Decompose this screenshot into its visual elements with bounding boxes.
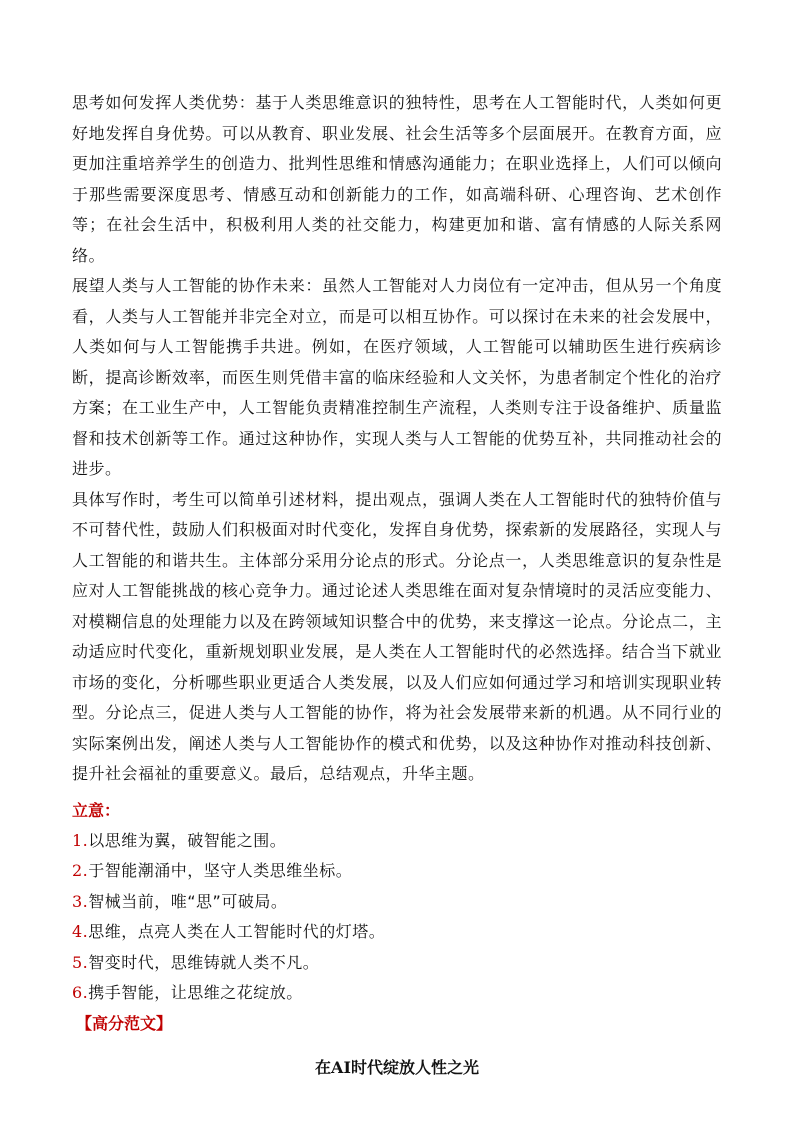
lizi-item [72, 948, 722, 979]
paragraph-collaboration-future: 展望人类与人工智能的协作未来：虽然人工智能对人力岗位有一定冲击，但从另一个角度看，人类与人工智能并非完全对立，而是可以相互协作。可以探讨在未来的社会发展中，人类如何与人工智能携手共进。例如，在医疗领域，人工智能可以辅助医生进行疾病诊断，提高诊断效率，而医生则凭借丰富的临床经验和人文关怀，为患者制定个性化的治疗方案；在工业生产中，人工智能负责精准控制生产流程，人类则专注于设备维护、质量监督和技术创新等工作。通过这种协作，实现人类与人工智能的优势互补，共同推动社会的进步。 [72, 276, 722, 478]
lizi-list [72, 826, 722, 1010]
lizi-item-text: 于智能潮涌中，坚守人类思维坐标。 [88, 861, 353, 881]
lizi-item-number: 3. [72, 891, 89, 911]
lizi-item-text: 以思维为翼，破智能之围。 [88, 830, 287, 850]
lizi-item-number: 1. [72, 830, 89, 850]
lizi-item [72, 978, 722, 1009]
document-body [72, 88, 722, 1083]
lizi-item-number: 5. [72, 952, 89, 972]
lizi-item [72, 856, 722, 887]
lizi-item-number: 4. [72, 922, 89, 942]
lizi-item-text: 携手智能，让思维之花绽放。 [88, 983, 303, 1003]
lizi-item-text: 智械当前，唯“思”可破局。 [88, 891, 288, 911]
lizi-heading: 立意： [72, 800, 121, 820]
lizi-item [72, 887, 722, 918]
essay-title: 在AI时代绽放人性之光 [315, 1058, 479, 1078]
lizi-item-text: 思维，点亮人类在人工智能时代的灯塔。 [88, 922, 386, 942]
lizi-item [72, 826, 722, 857]
paragraph-human-advantage: 思考如何发挥人类优势：基于人类思维意识的独特性，思考在人工智能时代，人类如何更好地发挥自身优势。可以从教育、职业发展、社会生活等多个层面展开。在教育方面，应更加注重培养学生的创造力、批判性思维和情感沟通能力；在职业选择上，人们可以倾向于那些需要深度思考、情感互动和创新能力的工作，如高端科研、心理咨询、艺术创作等；在社会生活中，积极利用人类的社交能力，构建更加和谐、富有情感的人际关系网络。 [72, 93, 722, 265]
essay-section-tag: 【高分范文】 [76, 1014, 173, 1034]
lizi-item-number: 6. [72, 983, 89, 1003]
lizi-item-number: 2. [72, 861, 89, 881]
lizi-item [72, 917, 722, 948]
paragraph-writing-guidance: 具体写作时，考生可以简单引述材料，提出观点，强调人类在人工智能时代的独特价值与不可替代性，鼓励人们积极面对时代变化，发挥自身优势，探索新的发展路径，实现人与人工智能的和谐共生。主体部分采用分论点的形式。分论点一，人类思维意识的复杂性是应对人工智能挑战的核心竞争力。通过论述人类思维在面对复杂情境时的灵活应变能力、对模糊信息的处理能力以及在跨领域知识整合中的优势，来支撑这一论点。分论点二，主动适应时代变化，重新规划职业发展，是人类在人工智能时代的必然选择。结合当下就业市场的变化，分析哪些职业更适合人类发展，以及人们应如何通过学习和培训实现职业转型。分论点三，促进人类与人工智能的协作，将为社会发展带来新的机遇。从不同行业的实际案例出发，阐述人类与人工智能协作的模式和优势，以及这种协作对推动科技创新、提升社会福祉的重要意义。最后，总结观点，升华主题。 [72, 489, 722, 783]
lizi-item-text: 智变时代，思维铸就人类不凡。 [88, 952, 320, 972]
